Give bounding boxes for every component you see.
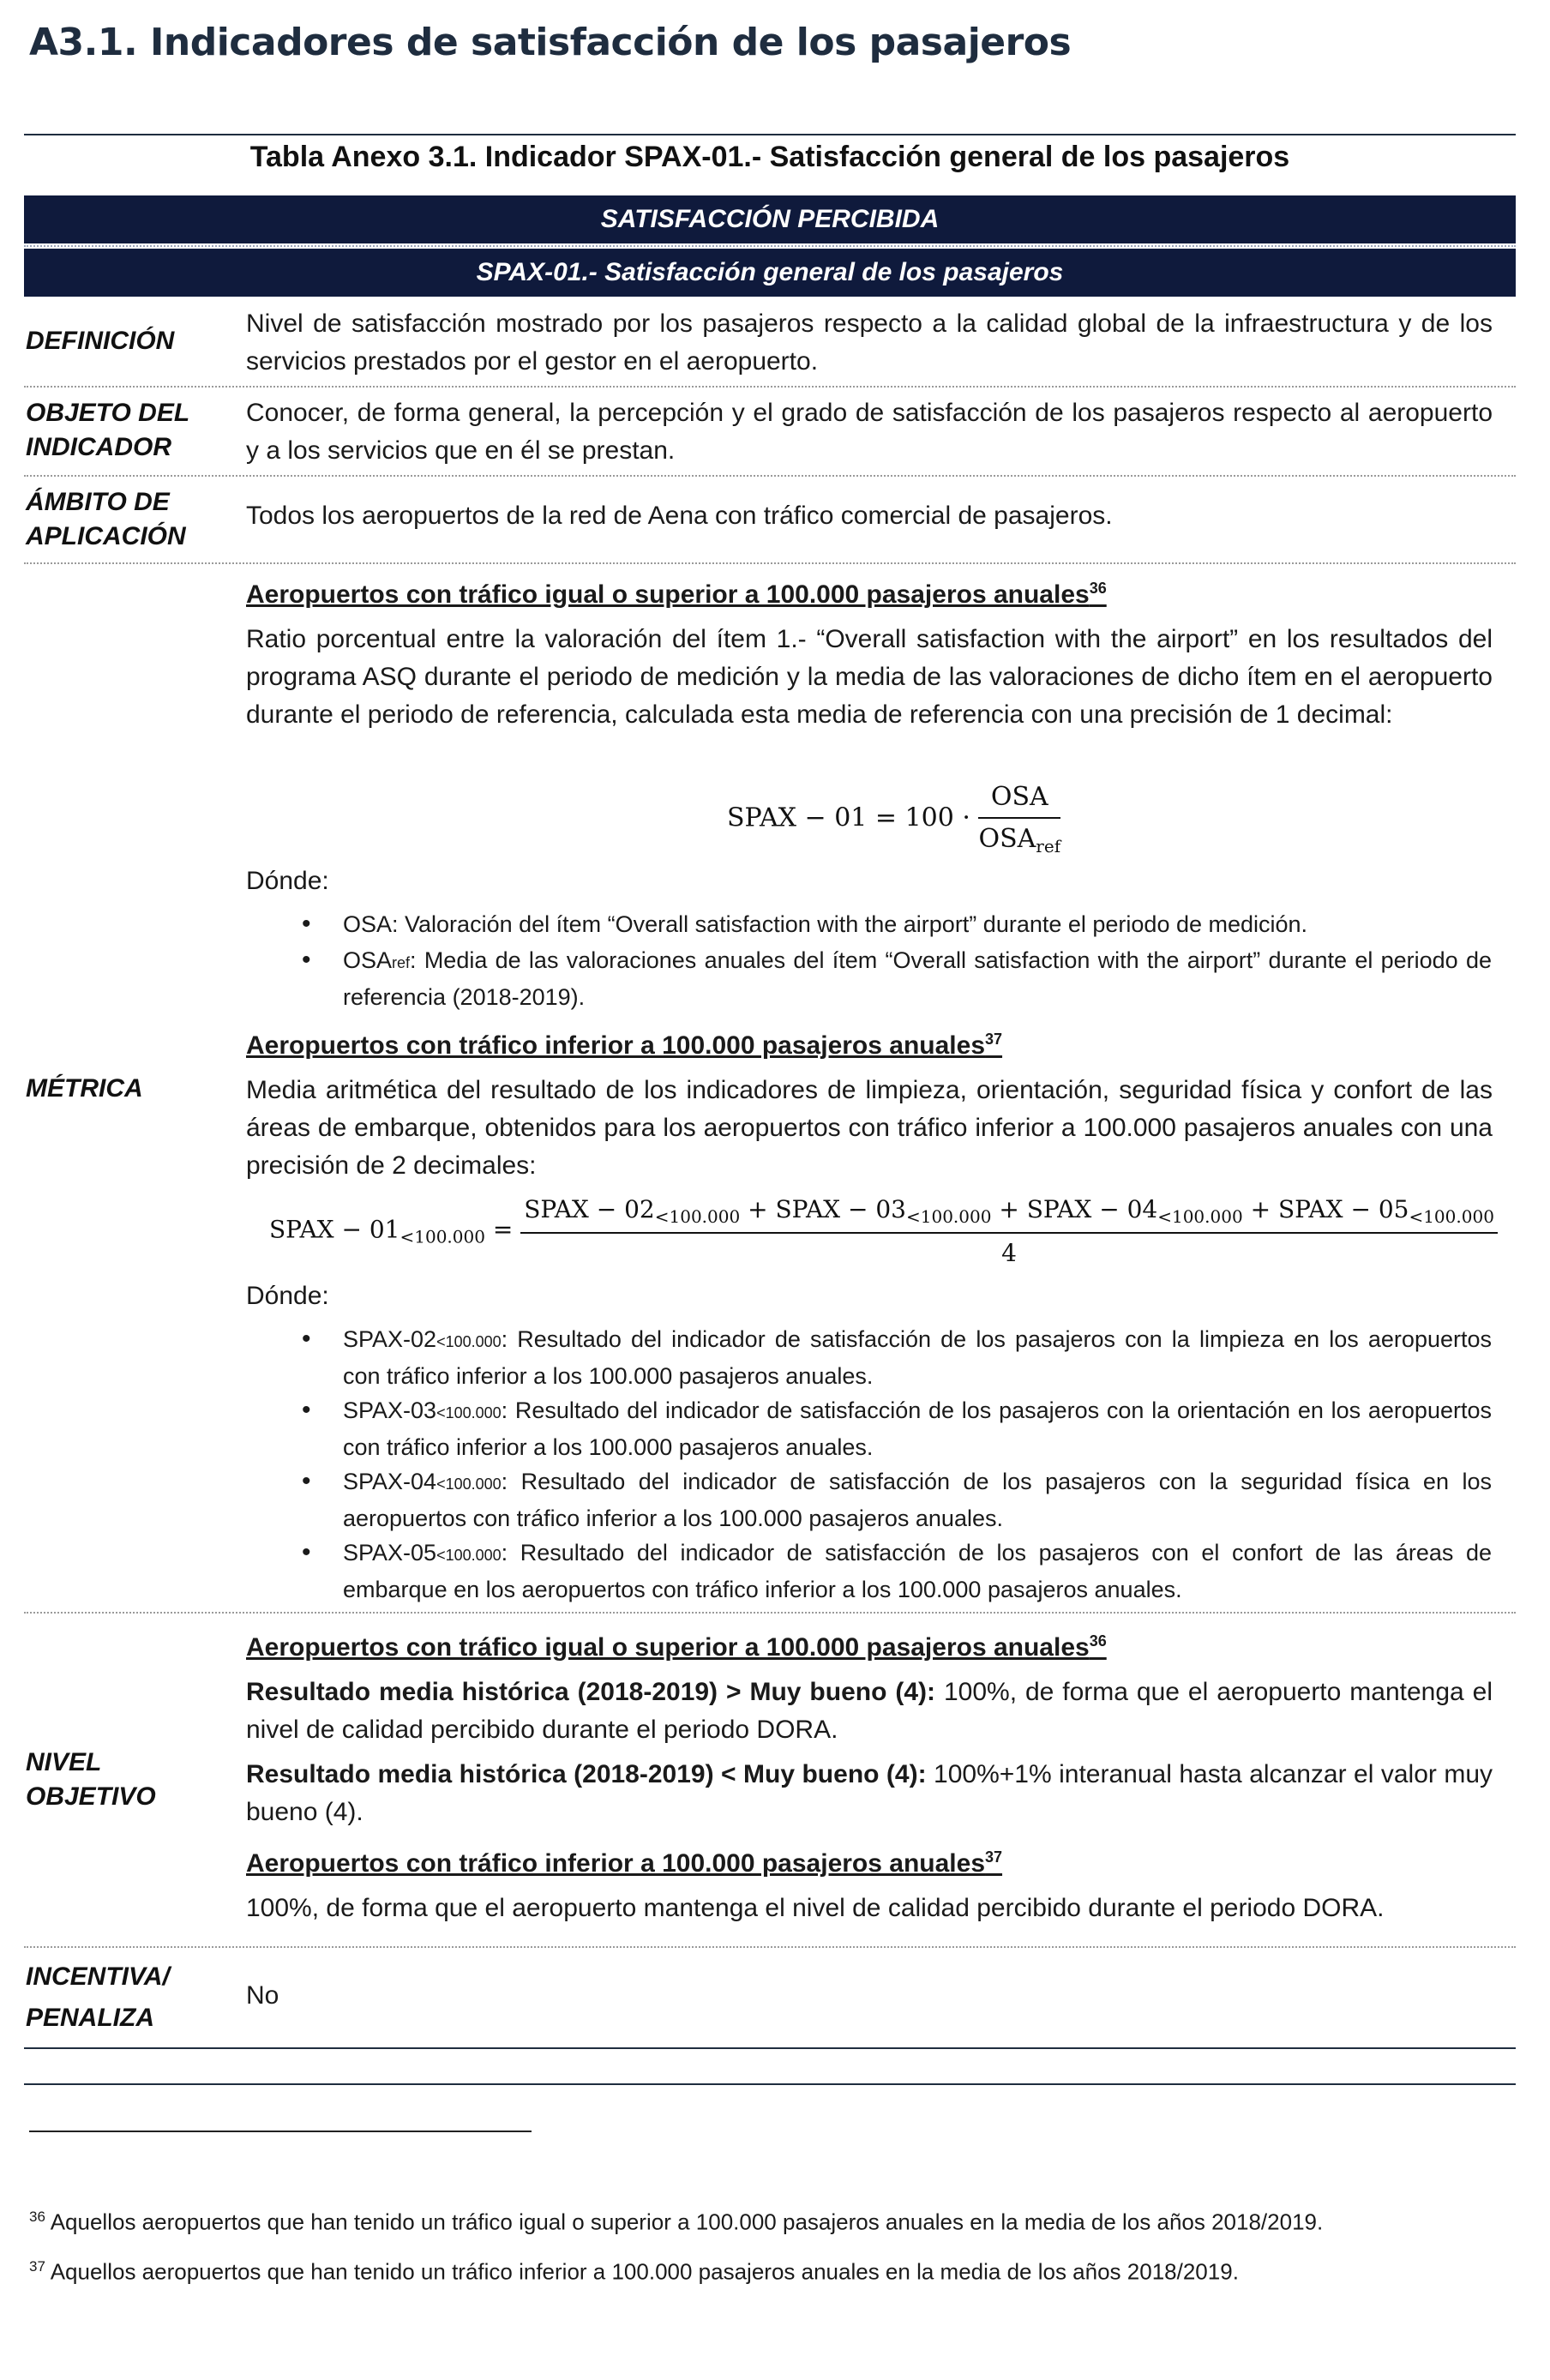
objeto-text: Conocer, de forma general, la percepción y el grado de satisfacción de los pasajeros respecto al aeropuerto y a los servicios que en él se prestan.: [246, 399, 1493, 465]
section-bottom-rule: [24, 2083, 1516, 2085]
donde-1: Dónde:: [246, 867, 329, 895]
donde-2: Dónde:: [246, 1282, 329, 1310]
label-incentiva: INCENTIVA/ PENALIZA: [26, 1962, 170, 2032]
metrica-section-1: Aeropuertos con tráfico igual o superior a 100.000 pasajeros anuales$^{36}$ Ratio porcentual entre la valoración del ítem 1.- “Overall satisfaction with the airport” en los resultados del programa ASQ durante el periodo de medición y la media de las valoraciones de dicho ítem en el aeropuerto durante el periodo de referencia, calculada esta media de referencia con una precisión de 1 decimal:: [246, 580, 1493, 729]
formula-spax01-small: SPAX − $01_{<100.000}$ = SPAX − $02_{<100.000}$ + SPAX − $03_{<100.000}$ + SPAX − $04_{<100.000}$ + SPAX − $05_{<100.000}$ 4: [269, 1195, 1498, 1267]
bullet-list-osa: [343, 907, 1492, 1014]
list-item: • OSA: Valoración del ítem “Overall satisfaction with the airport” durante el periodo de medición.: [343, 907, 1492, 941]
footnote-37: $^{37}$ Aquellos aeropuertos que han tenido un tráfico inferior a 100.000 pasajeros anuales en la media de los años 2018/2019.: [29, 2258, 1239, 2285]
row-divider: [24, 386, 1516, 388]
list-item: • SPAX-02<100.000: Resultado del indicador de satisfacción de los pasajeros con la limpieza en los aeropuertos con tráfico inferior a los 100.000 pasajeros anuales.: [343, 1322, 1492, 1393]
row-divider: [24, 1946, 1516, 1948]
label-objeto: OBJETO DEL INDICADOR: [26, 399, 190, 461]
table-bottom-rule: [24, 2047, 1516, 2049]
label-metrica: MÉTRICA: [26, 1074, 143, 1103]
top-rule: [24, 134, 1516, 135]
list-item: • SPAX-03<100.000: Resultado del indicador de satisfacción de los pasajeros con la orientación en los aeropuertos con tráfico inferior a los 100.000 pasajeros anuales.: [343, 1393, 1492, 1464]
row-divider: [24, 1612, 1516, 1614]
label-ambito: ÁMBITO DE APLICACIÓN: [26, 488, 186, 550]
footnote-36: $^{36}$ Aquellos aeropuertos que han tenido un tráfico igual o superior a 100.000 pasajeros anuales en la media de los años 2018/2019.: [29, 2209, 1324, 2235]
row-divider: [24, 562, 1516, 564]
list-item: • SPAX-05<100.000: Resultado del indicador de satisfacción de los pasajeros con el confort de las áreas de embarque en los aeropuertos con tráfico inferior a los 100.000 pasajeros anuales.: [343, 1536, 1492, 1607]
row-divider: [24, 475, 1516, 477]
formula-spax01: SPAX − 01 = 100 · $\frac{\text{OSA}}{OSA_{ref}}$: [727, 782, 1061, 856]
nivel-objetivo-text: Aeropuertos con tráfico igual o superior a 100.000 pasajeros anuales$^{36}$ Resultado media histórica (2018-2019) > Muy bueno (4): 100%, de forma que el aeropuerto mantenga el nivel de calidad percibido durante el periodo DORA. Resultado media histórica (2018-2019) < Muy bueno (4): 100%+1% interanual hasta alcanzar el valor muy bueno (4). Aeropuertos con tráfico inferior a 100.000 pasajeros anuales$^{37}$ 100%, de forma que el aeropuerto mantenga el nivel de calidad percibido durante el periodo DORA.: [246, 1632, 1493, 1922]
ambito-text: Todos los aeropuertos de la red de Aena con tráfico comercial de pasajeros.: [246, 502, 1113, 530]
banner-satisfaccion-percibida: SATISFACCIÓN PERCIBIDA: [24, 195, 1516, 243]
label-nivel-objetivo: NIVEL OBJETIVO: [26, 1748, 156, 1811]
metrica-section-2: Aeropuertos con tráfico inferior a 100.000 pasajeros anuales$^{37}$ Media aritmética del resultado de los indicadores de limpieza, orientación, seguridad física y confort de las áreas de embarque, obtenidos para los aeropuertos con tráfico inferior a 100.000 pasajeros anuales con una precisión de 2 decimales:: [246, 1031, 1493, 1180]
footnote-rule: [29, 2131, 532, 2132]
page-heading: A3.1. Indicadores de satisfacción de los pasajeros: [29, 21, 1072, 64]
label-definicion: DEFINICIÓN: [26, 327, 175, 355]
bullet-list-spax: [343, 1322, 1492, 1607]
table-title: Tabla Anexo 3.1. Indicador SPAX-01.- Satisfacción general de los pasajeros: [249, 141, 1290, 173]
list-item: • SPAX-04<100.000: Resultado del indicador de satisfacción de los pasajeros con la seguridad física en los aeropuertos con tráfico inferior a los 100.000 pasajeros anuales.: [343, 1464, 1492, 1536]
list-item: • OSAref: Media de las valoraciones anuales del ítem “Overall satisfaction with the airport” durante el periodo de referencia (2018-2019).: [343, 943, 1492, 1014]
definicion-text: Nivel de satisfacción mostrado por los pasajeros respecto a la calidad global de la infraestructura y de los servicios prestados por el gestor en el aeropuerto.: [246, 310, 1493, 376]
incentiva-text: No: [246, 1981, 279, 2010]
banner-indicator-name: SPAX-01.- Satisfacción general de los pasajeros: [24, 249, 1516, 297]
